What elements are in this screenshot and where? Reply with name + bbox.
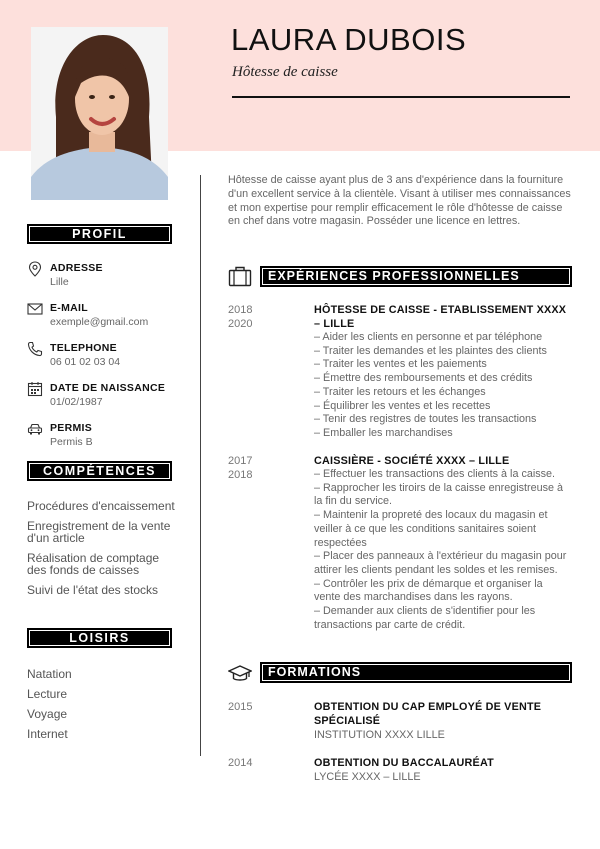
education-heading: FORMATIONS (260, 662, 572, 683)
entry-year: 2014 (228, 757, 253, 769)
skills-heading: COMPÉTENCES (27, 461, 172, 481)
contact-value: 01/02/1987 (50, 396, 103, 408)
entry-year: 2015 (228, 701, 253, 713)
list-item: – Traiter les ventes et les paiements (314, 358, 487, 371)
hobbies-list (27, 667, 177, 747)
list-item: Enregistrement de la vente d'un article (27, 519, 171, 545)
title-divider (232, 96, 570, 98)
list-item: – Emballer les marchandises (314, 426, 453, 439)
car-icon (27, 421, 43, 437)
list-item: – Équilibrer les ventes et les recettes (314, 399, 491, 412)
list-item: Suivi de l'état des stocks (27, 583, 159, 597)
profile-summary: Hôtesse de caisse ayant plus de 3 ans d'expérience dans la fourniture d'un excellent service à la clientèle. Visant à utiliser mes connaissances et mon expertise pour remplir efficacement le rôle d'hôtesse de caisse en chef dans votre magasin. Posséder une licence en lettres. (228, 174, 571, 228)
entry-years (228, 303, 278, 331)
phone-icon (27, 341, 43, 357)
contact-value: Lille (50, 276, 69, 288)
entry-title: HÔTESSE DE CAISSE - ETABLISSEMENT XXXX – LILLE (314, 304, 567, 330)
entry-title: OBTENTION DU CAP EMPLOYÉ DE VENTE SPÉCIALISÉ (314, 701, 542, 727)
entry-years (228, 454, 278, 482)
list-item: – Maintenir la propreté des locaux du magasin et veiller à ce que les conditions sanitaires soient respectées (314, 509, 548, 549)
contact-value: 06 01 02 03 04 (50, 356, 121, 368)
list-item: – Demander aux clients de s'identifier pour les transactions par carte de crédit. (314, 605, 536, 631)
contact-label: ADRESSE (50, 262, 103, 274)
column-divider (200, 175, 201, 756)
entry-institution: INSTITUTION XXXX LILLE (314, 729, 445, 741)
skills-list (27, 500, 177, 604)
list-item: – Tenir des registres de toutes les transactions (314, 413, 537, 426)
entry-bullets (314, 468, 572, 632)
envelope-icon (27, 301, 43, 317)
experience-heading: EXPÉRIENCES PROFESSIONNELLES (260, 266, 572, 287)
list-item: – Traiter les demandes et les plaintes des clients (314, 344, 547, 357)
candidate-name: LAURA DUBOIS (231, 22, 467, 57)
list-item: – Émettre des remboursements et des crédits (314, 372, 533, 385)
list-item: – Traiter les retours et les échanges (314, 385, 486, 398)
contact-value: exemple@gmail.com (50, 316, 149, 328)
list-item: Lecture (27, 687, 68, 701)
entry-bullets (314, 331, 572, 441)
contact-label: TELEPHONE (50, 342, 117, 354)
list-item: – Contrôler les prix de démarque et organiser la vente des marchandises dans les rayons. (314, 577, 543, 604)
list-item: – Effectuer les transactions des clients à la caisse. (314, 468, 556, 480)
contact-label: DATE DE NAISSANCE (50, 382, 166, 394)
location-pin-icon (27, 261, 43, 277)
list-item: Natation (27, 667, 72, 681)
list-item: – Placer des panneaux à l'extérieur du magasin pour attirer les clients pendant les soldes et les remises. (314, 550, 567, 576)
job-title: Hôtesse de caisse (232, 64, 338, 80)
entry-title: CAISSIÈRE - SOCIÉTÉ XXXX – LILLE (314, 455, 510, 467)
briefcase-icon (228, 264, 252, 288)
calendar-icon (27, 381, 43, 397)
year-end: 2020 (228, 318, 253, 330)
list-item: Procédures d'encaissement (27, 499, 175, 513)
list-item: – Aider les clients en personne et par téléphone (314, 331, 543, 343)
list-item: Réalisation de comptage des fonds de caisses (27, 551, 160, 577)
graduation-cap-icon (228, 662, 252, 686)
entry-institution: LYCÉE XXXX – LILLE (314, 771, 421, 783)
list-item: – Rapprocher les tiroirs de la caisse enregistreuse à la fin du service. (314, 481, 564, 508)
list-item: Voyage (27, 707, 68, 721)
contact-value: Permis B (50, 436, 93, 448)
entry-title: OBTENTION DU BACCALAURÉAT (314, 757, 494, 769)
year-start: 2017 (228, 455, 253, 467)
year-start: 2018 (228, 304, 253, 316)
profile-photo (31, 27, 168, 200)
list-item: Internet (27, 727, 68, 741)
hobbies-heading: LOISIRS (27, 628, 172, 648)
contact-label: E-MAIL (50, 302, 88, 314)
year-end: 2018 (228, 469, 253, 481)
profile-heading: PROFIL (27, 224, 172, 244)
contact-label: PERMIS (50, 422, 93, 434)
